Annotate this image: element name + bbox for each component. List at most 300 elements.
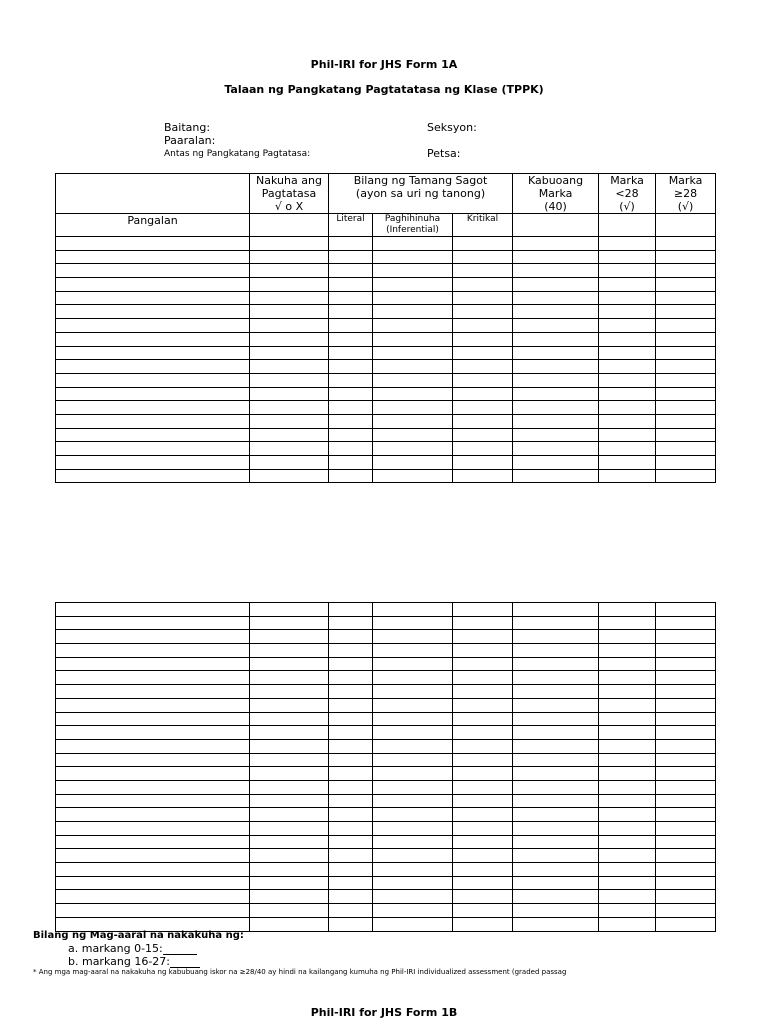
- table-cell: [599, 767, 656, 781]
- table-cell: [599, 401, 656, 415]
- table-cell: [373, 237, 453, 251]
- table-row: [56, 835, 716, 849]
- table-cell: [373, 753, 453, 767]
- table-cell: [656, 657, 716, 671]
- table-row: [56, 808, 716, 822]
- table-cell: [453, 780, 513, 794]
- table-cell: [250, 456, 329, 470]
- table-cell: [599, 250, 656, 264]
- table-cell: [453, 603, 513, 617]
- table-cell: [250, 291, 329, 305]
- table-cell: [656, 346, 716, 360]
- table-row: [56, 890, 716, 904]
- table-cell: [329, 264, 373, 278]
- table-cell: [329, 712, 373, 726]
- table-cell: [599, 685, 656, 699]
- table-cell: [373, 863, 453, 877]
- table-cell: [373, 630, 453, 644]
- table-cell: [250, 808, 329, 822]
- table-row: [56, 278, 716, 292]
- table-cell: [453, 332, 513, 346]
- table-cell: [513, 250, 599, 264]
- table-cell: [56, 657, 250, 671]
- table-cell: [599, 917, 656, 931]
- table-cell: [329, 657, 373, 671]
- table-cell: [56, 753, 250, 767]
- table-cell: [599, 863, 656, 877]
- table-row: [56, 373, 716, 387]
- table-cell: [599, 305, 656, 319]
- table-cell: [250, 237, 329, 251]
- table-cell: [373, 808, 453, 822]
- table-cell: [453, 278, 513, 292]
- table-cell: [373, 822, 453, 836]
- table-cell: [453, 387, 513, 401]
- table-cell: [453, 808, 513, 822]
- table-cell: [373, 264, 453, 278]
- table-cell: [599, 360, 656, 374]
- table-cell: [453, 456, 513, 470]
- table-row: [56, 305, 716, 319]
- table-row: [56, 739, 716, 753]
- table-cell: [373, 876, 453, 890]
- table-cell: [599, 616, 656, 630]
- table-cell: [56, 428, 250, 442]
- table-cell: [599, 346, 656, 360]
- table-cell: [453, 712, 513, 726]
- table-cell: [599, 671, 656, 685]
- table-cell: [329, 849, 373, 863]
- table-cell: [656, 904, 716, 918]
- table-cell: [656, 360, 716, 374]
- header-pangalan: Pangalan: [56, 214, 250, 237]
- table-cell: [250, 630, 329, 644]
- table-cell: [513, 657, 599, 671]
- table-row: [56, 414, 716, 428]
- table-cell: [513, 387, 599, 401]
- table-cell: [656, 630, 716, 644]
- table-cell: [250, 863, 329, 877]
- table-cell: [513, 603, 599, 617]
- table-cell: [656, 876, 716, 890]
- table-cell: [513, 808, 599, 822]
- table-cell: [250, 794, 329, 808]
- table-cell: [56, 767, 250, 781]
- table-cell: [250, 603, 329, 617]
- table-cell: [453, 469, 513, 483]
- table-row: [56, 904, 716, 918]
- table-cell: [56, 250, 250, 264]
- table-cell: [56, 319, 250, 333]
- table-cell: [453, 616, 513, 630]
- table-cell: [599, 278, 656, 292]
- table-cell: [599, 753, 656, 767]
- table-cell: [250, 332, 329, 346]
- table-cell: [329, 616, 373, 630]
- table-cell: [373, 726, 453, 740]
- table-cell: [453, 630, 513, 644]
- table-cell: [599, 319, 656, 333]
- table-cell: [56, 305, 250, 319]
- table-cell: [250, 469, 329, 483]
- table-cell: [513, 794, 599, 808]
- table-cell: [373, 698, 453, 712]
- table-cell: [453, 863, 513, 877]
- table-cell: [56, 808, 250, 822]
- table-cell: [373, 442, 453, 456]
- table-cell: [373, 767, 453, 781]
- table-cell: [250, 835, 329, 849]
- header-blank: [56, 174, 250, 214]
- table-cell: [329, 250, 373, 264]
- table-cell: [599, 835, 656, 849]
- table-cell: [56, 904, 250, 918]
- table-cell: [373, 835, 453, 849]
- table-cell: [453, 442, 513, 456]
- table-cell: [373, 346, 453, 360]
- table-cell: [250, 712, 329, 726]
- table-cell: [250, 767, 329, 781]
- header-marka-ge28: Marka ≥28 (√): [656, 174, 716, 214]
- table-row: [56, 794, 716, 808]
- table-cell: [599, 904, 656, 918]
- table-cell: [373, 401, 453, 415]
- table-cell: [453, 849, 513, 863]
- table-cell: [250, 780, 329, 794]
- table-cell: [656, 291, 716, 305]
- table-cell: [599, 739, 656, 753]
- table-cell: [250, 387, 329, 401]
- table-cell: [56, 264, 250, 278]
- table-cell: [250, 278, 329, 292]
- table-cell: [599, 849, 656, 863]
- table-cell: [56, 373, 250, 387]
- table-cell: [250, 726, 329, 740]
- table-cell: [599, 373, 656, 387]
- table-cell: [56, 278, 250, 292]
- table-cell: [453, 305, 513, 319]
- table-cell: [56, 332, 250, 346]
- table-cell: [373, 657, 453, 671]
- table-cell: [656, 264, 716, 278]
- table-row: [56, 291, 716, 305]
- table-cell: [250, 428, 329, 442]
- table-cell: [373, 616, 453, 630]
- table-cell: [513, 917, 599, 931]
- table-cell: [513, 849, 599, 863]
- paaralan-label: Paaralan:: [164, 134, 216, 147]
- table-cell: [513, 469, 599, 483]
- table-cell: [373, 469, 453, 483]
- table-row: [56, 644, 716, 658]
- table-row: [56, 603, 716, 617]
- table-row: [56, 698, 716, 712]
- table-cell: [56, 469, 250, 483]
- form-title: Phil-IRI for JHS Form 1A: [310, 58, 458, 71]
- table-cell: [373, 794, 453, 808]
- table-cell: [656, 890, 716, 904]
- table-cell: [329, 739, 373, 753]
- table-cell: [656, 726, 716, 740]
- table-cell: [453, 657, 513, 671]
- table-cell: [373, 780, 453, 794]
- table-cell: [656, 278, 716, 292]
- table-cell: [329, 332, 373, 346]
- table-cell: [373, 305, 453, 319]
- table-cell: [373, 671, 453, 685]
- header-paghihinuha: Paghihinuha (Inferential): [373, 214, 453, 237]
- table-cell: [250, 401, 329, 415]
- table-cell: [599, 876, 656, 890]
- table-row: [56, 442, 716, 456]
- table-cell: [599, 237, 656, 251]
- table-row: [56, 616, 716, 630]
- table-cell: [56, 917, 250, 931]
- table-cell: [599, 428, 656, 442]
- table-cell: [656, 401, 716, 415]
- table-cell: [656, 414, 716, 428]
- table-cell: [599, 387, 656, 401]
- table-cell: [513, 428, 599, 442]
- table-cell: [513, 685, 599, 699]
- summary-item-a: a. markang 0-15:: [68, 942, 197, 955]
- table-cell: [513, 456, 599, 470]
- table-row: [56, 657, 716, 671]
- table-cell: [250, 904, 329, 918]
- table-cell: [656, 739, 716, 753]
- table-cell: [656, 822, 716, 836]
- table-cell: [599, 456, 656, 470]
- table-cell: [453, 822, 513, 836]
- table-cell: [329, 822, 373, 836]
- table-cell: [599, 698, 656, 712]
- table-cell: [656, 237, 716, 251]
- table-cell: [513, 616, 599, 630]
- table-cell: [599, 332, 656, 346]
- table-cell: [250, 319, 329, 333]
- table-cell: [56, 616, 250, 630]
- table-cell: [56, 822, 250, 836]
- table-cell: [250, 644, 329, 658]
- table-cell: [56, 603, 250, 617]
- table-cell: [329, 890, 373, 904]
- table-cell: [373, 360, 453, 374]
- table-cell: [656, 442, 716, 456]
- table-cell: [329, 603, 373, 617]
- table-cell: [513, 630, 599, 644]
- table-cell: [599, 264, 656, 278]
- table-cell: [599, 469, 656, 483]
- table-cell: [513, 319, 599, 333]
- table-cell: [656, 603, 716, 617]
- table-cell: [329, 319, 373, 333]
- table-cell: [453, 917, 513, 931]
- table-cell: [453, 753, 513, 767]
- table-row: [56, 456, 716, 470]
- table-cell: [373, 373, 453, 387]
- table-cell: [373, 291, 453, 305]
- table-cell: [656, 698, 716, 712]
- table-cell: [453, 644, 513, 658]
- table-cell: [513, 644, 599, 658]
- table-row: [56, 767, 716, 781]
- table-row: [56, 685, 716, 699]
- table-cell: [513, 876, 599, 890]
- table-cell: [56, 644, 250, 658]
- table-cell: [250, 876, 329, 890]
- table-cell: [599, 442, 656, 456]
- table-cell: [513, 291, 599, 305]
- table-cell: [453, 319, 513, 333]
- table-cell: [373, 644, 453, 658]
- table-row: [56, 726, 716, 740]
- table-cell: [656, 767, 716, 781]
- table-cell: [56, 237, 250, 251]
- table-row: [56, 264, 716, 278]
- table-row: [56, 917, 716, 931]
- table-cell: [453, 414, 513, 428]
- header-literal: Literal: [329, 214, 373, 237]
- table-cell: [329, 442, 373, 456]
- table-cell: [250, 822, 329, 836]
- table-cell: [329, 456, 373, 470]
- table-cell: [453, 835, 513, 849]
- table-cell: [656, 794, 716, 808]
- header-kritikal: Kritikal: [453, 214, 513, 237]
- table-cell: [373, 456, 453, 470]
- table-cell: [513, 767, 599, 781]
- table-cell: [599, 780, 656, 794]
- table-cell: [250, 739, 329, 753]
- table-cell: [373, 685, 453, 699]
- table-cell: [656, 712, 716, 726]
- table-cell: [329, 414, 373, 428]
- table-cell: [329, 753, 373, 767]
- table-cell: [329, 808, 373, 822]
- table-cell: [373, 414, 453, 428]
- table-cell: [250, 849, 329, 863]
- table-cell: [453, 401, 513, 415]
- table-cell: [250, 753, 329, 767]
- table-row: [56, 863, 716, 877]
- table-cell: [599, 712, 656, 726]
- table-cell: [513, 360, 599, 374]
- table-cell: [453, 346, 513, 360]
- table-cell: [513, 890, 599, 904]
- table-cell: [513, 401, 599, 415]
- table-cell: [56, 726, 250, 740]
- table-cell: [453, 671, 513, 685]
- table-cell: [56, 291, 250, 305]
- table-cell: [56, 849, 250, 863]
- table-cell: [656, 616, 716, 630]
- table-cell: [513, 904, 599, 918]
- table-cell: [56, 890, 250, 904]
- table-cell: [56, 442, 250, 456]
- table-cell: [250, 890, 329, 904]
- table-cell: [329, 685, 373, 699]
- table-cell: [56, 712, 250, 726]
- table-cell: [373, 739, 453, 753]
- table-cell: [599, 890, 656, 904]
- table-cell: [599, 808, 656, 822]
- table-cell: [513, 305, 599, 319]
- table-cell: [250, 685, 329, 699]
- antas-label: Antas ng Pangkatang Pagtatasa:: [164, 149, 311, 159]
- table-cell: [453, 373, 513, 387]
- table-cell: [513, 753, 599, 767]
- table-cell: [329, 469, 373, 483]
- table-cell: [656, 671, 716, 685]
- table-cell: [656, 319, 716, 333]
- table-cell: [250, 917, 329, 931]
- table-row: [56, 671, 716, 685]
- table-cell: [453, 904, 513, 918]
- table-row: [56, 387, 716, 401]
- seksyon-label: Seksyon:: [427, 121, 477, 134]
- table-cell: [373, 849, 453, 863]
- table-cell: [599, 630, 656, 644]
- table-cell: [656, 387, 716, 401]
- table-cell: [513, 726, 599, 740]
- form-subtitle: Talaan ng Pangkatang Pagtatatasa ng Klase (TPPK): [224, 83, 544, 96]
- table-cell: [250, 346, 329, 360]
- table-row: [56, 849, 716, 863]
- table-row: [56, 428, 716, 442]
- table-cell: [656, 808, 716, 822]
- table-cell: [56, 360, 250, 374]
- header-kabuoang: Kabuoang Marka (40): [513, 174, 599, 214]
- table-cell: [373, 250, 453, 264]
- table-cell: [599, 414, 656, 428]
- table-cell: [453, 264, 513, 278]
- table-cell: [513, 835, 599, 849]
- table-cell: [250, 360, 329, 374]
- table-cell: [513, 822, 599, 836]
- table-row: [56, 346, 716, 360]
- table-cell: [56, 685, 250, 699]
- table-cell: [513, 698, 599, 712]
- table-row: [56, 360, 716, 374]
- table-cell: [56, 456, 250, 470]
- table-cell: [250, 442, 329, 456]
- table-cell: [329, 671, 373, 685]
- table-cell: [656, 753, 716, 767]
- table-cell: [56, 780, 250, 794]
- table-cell: [656, 469, 716, 483]
- table-cell: [329, 904, 373, 918]
- table-cell: [599, 726, 656, 740]
- table-cell: [599, 644, 656, 658]
- table-row: [56, 401, 716, 415]
- table-cell: [513, 237, 599, 251]
- assessment-table-continued: [55, 602, 716, 932]
- table-cell: [56, 698, 250, 712]
- next-form-title: Phil-IRI for JHS Form 1B: [310, 1006, 458, 1019]
- table-cell: [513, 278, 599, 292]
- table-cell: [329, 863, 373, 877]
- table-cell: [329, 278, 373, 292]
- table-cell: [329, 644, 373, 658]
- table-cell: [513, 442, 599, 456]
- table-cell: [250, 698, 329, 712]
- table-row: [56, 712, 716, 726]
- table-cell: [56, 671, 250, 685]
- table-cell: [453, 876, 513, 890]
- table-cell: [329, 373, 373, 387]
- table-cell: [453, 250, 513, 264]
- table-row: [56, 332, 716, 346]
